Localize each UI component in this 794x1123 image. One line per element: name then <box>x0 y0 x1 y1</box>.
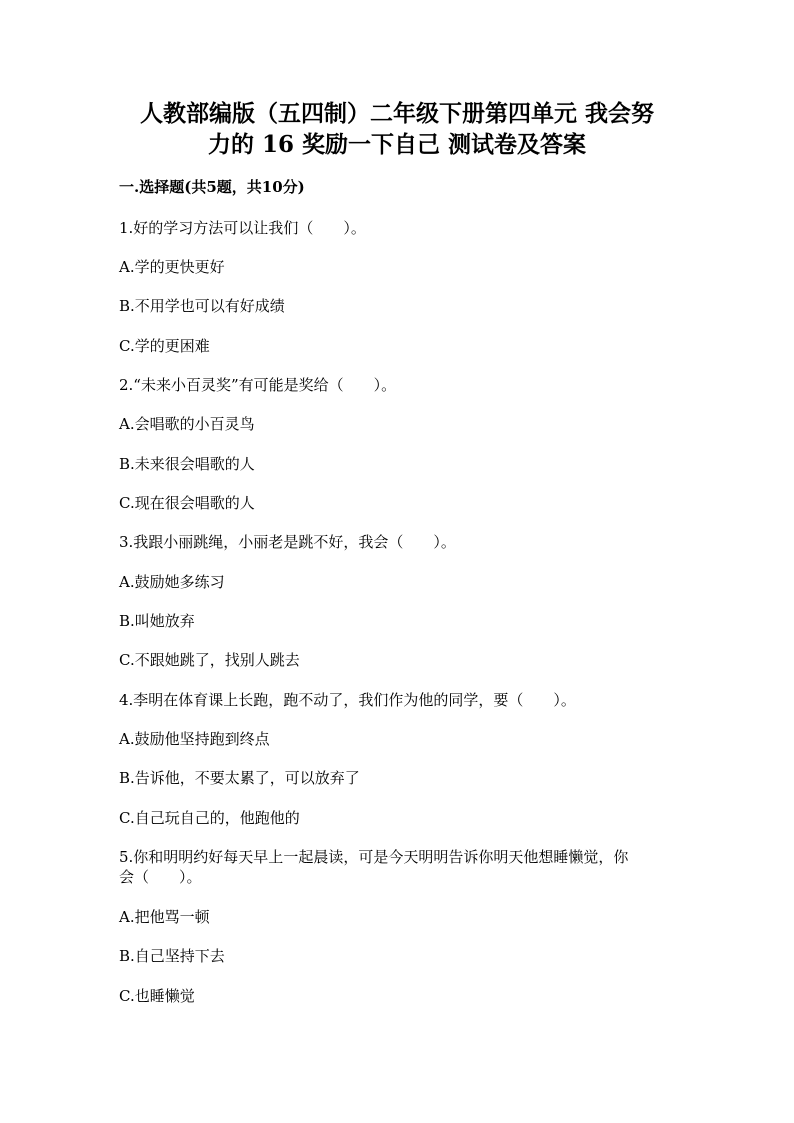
question-2-option-b: B.未来很会唱歌的人 <box>119 455 255 473</box>
question-2-option-a: A.会唱歌的小百灵鸟 <box>119 415 255 433</box>
question-3-option-a: A.鼓励她多练习 <box>119 573 225 591</box>
question-5-stem-line-2: 会（ ）。 <box>119 868 202 886</box>
question-2-option-c: C.现在很会唱歌的人 <box>119 494 255 512</box>
document-title-line-2: 力的 16 奖励一下自己 测试卷及答案 <box>207 131 587 158</box>
question-1-stem: 1.好的学习方法可以让我们（ ）。 <box>119 219 366 237</box>
section-header: 一.选择题(共5题，共10分) <box>119 178 305 196</box>
question-3-option-b: B.叫她放弃 <box>119 612 195 630</box>
question-1-option-c: C.学的更困难 <box>119 337 210 355</box>
question-4-stem: 4.李明在体育课上长跑，跑不动了，我们作为他的同学，要（ ）。 <box>119 691 576 709</box>
question-3-option-c: C.不跟她跳了，找别人跳去 <box>119 651 300 669</box>
question-1-option-a: A.学的更快更好 <box>119 258 225 276</box>
question-1-option-b: B.不用学也可以有好成绩 <box>119 297 285 315</box>
question-4-option-c: C.自己玩自己的，他跑他的 <box>119 809 300 827</box>
question-5-stem-line-1: 5.你和明明约好每天早上一起晨读，可是今天明明告诉你明天他想睡懒觉，你 <box>119 848 629 866</box>
document-title-line-1: 人教部编版（五四制）二年级下册第四单元 我会努 <box>139 100 654 127</box>
question-4-option-a: A.鼓励他坚持跑到终点 <box>119 730 270 748</box>
question-5-option-b: B.自己坚持下去 <box>119 947 225 965</box>
question-5-option-a: A.把他骂一顿 <box>119 908 210 926</box>
question-2-stem: 2.“未来小百灵奖”有可能是奖给（ ）。 <box>119 376 397 394</box>
question-5-option-c: C.也睡懒觉 <box>119 987 195 1005</box>
question-4-option-b: B.告诉他，不要太累了，可以放弃了 <box>119 769 360 787</box>
question-3-stem: 3.我跟小丽跳绳，小丽老是跳不好，我会（ ）。 <box>119 533 456 551</box>
